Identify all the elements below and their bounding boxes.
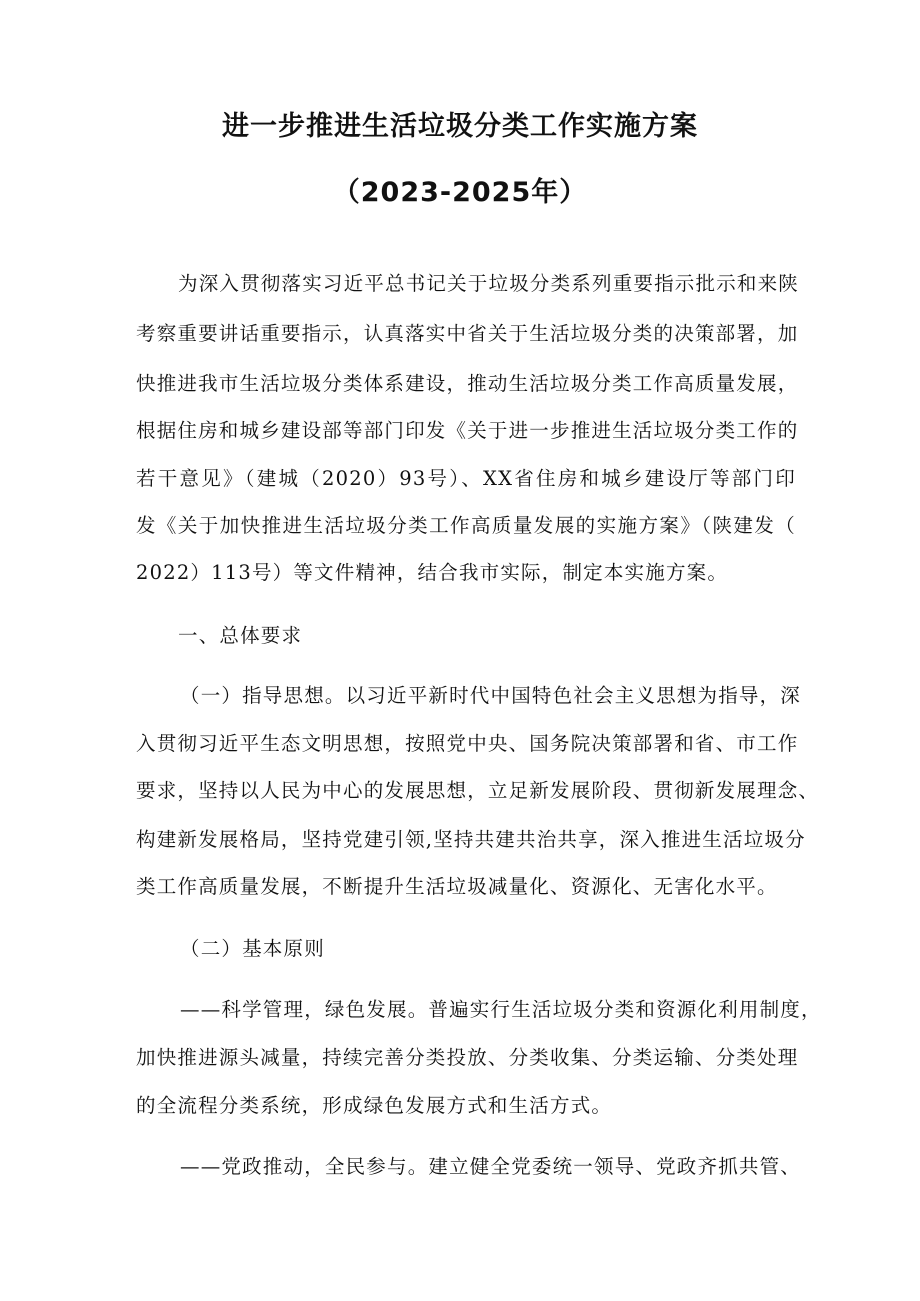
principle-line: ——党政推动，全民参与。建立健全党委统一领导、党政齐抓共管、	[180, 1155, 802, 1178]
intro-line: 为深入贯彻落实习近平总书记关于垃圾分类系列重要指示批示和来陕	[178, 272, 800, 295]
guiding-line: 要求，坚持以人民为中心的发展思想，立足新发展阶段、贯彻新发展理念、	[136, 779, 820, 802]
principle-line: 加快推进源头减量，持续完善分类投放、分类收集、分类运输、分类处理	[136, 1046, 799, 1069]
intro-line: 2022）113号）等文件精神，结合我市实际，制定本实施方案。	[136, 561, 729, 584]
intro-line: 根据住房和城乡建设部等部门印发《关于进一步推进生活垃圾分类工作的	[136, 419, 799, 442]
document-title: 进一步推进生活垃圾分类工作实施方案	[222, 111, 698, 142]
intro-line: 考察重要讲话重要指示，认真落实中省关于生活垃圾分类的决策部署，加	[136, 322, 799, 345]
section-heading: 一、总体要求	[178, 624, 303, 647]
guiding-line: 入贯彻习近平生态文明思想，按照党中央、国务院决策部署和省、市工作	[136, 732, 799, 755]
guiding-line: 构建新发展格局，坚持党建引领,坚持共建共治共享，深入推进生活垃圾分	[136, 828, 806, 851]
principle-line: 的全流程分类系统，形成绿色发展方式和生活方式。	[136, 1094, 613, 1117]
guiding-line: 类工作高质量发展，不断提升生活垃圾减量化、资源化、无害化水平。	[136, 875, 778, 898]
intro-line: 快推进我市生活垃圾分类体系建设，推动生活垃圾分类工作高质量发展，	[136, 372, 799, 395]
document-subtitle: （2023-2025年）	[332, 177, 588, 208]
principle-line: ——科学管理，绿色发展。普遍实行生活垃圾分类和资源化利用制度，	[180, 998, 822, 1021]
intro-line: 发《关于加快推进生活垃圾分类工作高质量发展的实施方案》（陕建发（	[136, 514, 796, 537]
guiding-line: （一）指导思想。以习近平新时代中国特色社会主义思想为指导，深	[180, 684, 802, 707]
subsection-heading: （二）基本原则	[180, 937, 325, 960]
intro-line: 若干意见》（建城（2020）93号）、XX省住房和城乡建设厅等部门印	[136, 467, 796, 490]
